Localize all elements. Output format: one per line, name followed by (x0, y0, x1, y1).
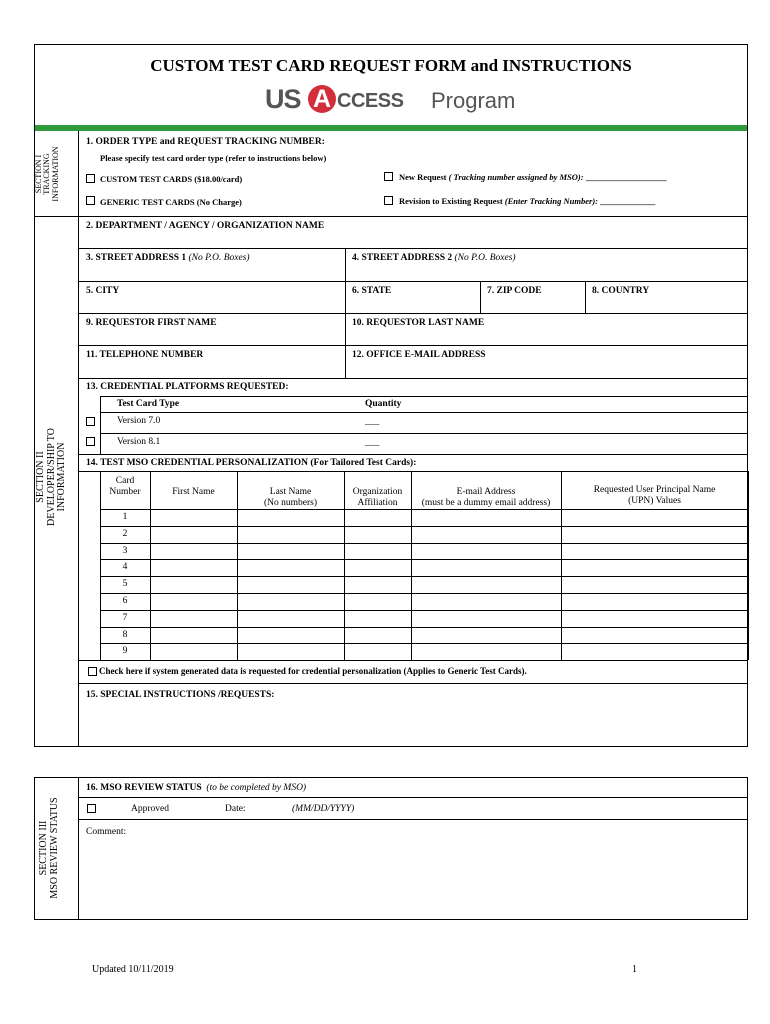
table-row[interactable] (151, 577, 747, 593)
row-line (78, 378, 748, 379)
quantity-header: Quantity (365, 399, 402, 409)
version-81-quantity[interactable]: ___ (365, 438, 380, 448)
logo-us-text: US (265, 84, 301, 114)
department-input[interactable] (80, 231, 746, 247)
field-first-name-label: 9. REQUESTOR FIRST NAME (86, 318, 217, 328)
state-input[interactable] (347, 296, 478, 312)
row-line (78, 345, 748, 346)
custom-cards-label: CUSTOM TEST CARDS ($18.00/card) (100, 174, 243, 184)
field-state-label: 6. STATE (352, 286, 392, 296)
date-label: Date: (225, 804, 246, 814)
usaccess-logo (265, 84, 535, 114)
comment-label: Comment: (86, 827, 127, 837)
row-line (78, 819, 748, 820)
system-generated-label: Check here if system generated data is requested for credential personalization (Applies to Generic Test Cards). (99, 666, 527, 676)
col-upn-header: Requested User Principal Name (UPN) Values (593, 485, 716, 507)
approved-label: Approved (131, 804, 169, 814)
test-card-type-header: Test Card Type (117, 399, 180, 409)
special-instructions-input[interactable] (80, 704, 746, 744)
custom-cards-checkbox[interactable] (86, 174, 95, 183)
section-i-label: SECTION I TRACKING INFORMATION (34, 146, 60, 202)
row-number: 4 (122, 562, 128, 573)
table-col-line (748, 471, 749, 660)
col-line (345, 248, 346, 378)
system-generated-checkbox[interactable] (88, 667, 97, 676)
personalization-heading: 14. TEST MSO CREDENTIAL PERSONALIZATION (For Tailored Test Cards): (86, 458, 417, 468)
table-row[interactable] (151, 611, 747, 627)
field-telephone-label: 11. TELEPHONE NUMBER (86, 350, 204, 360)
special-instructions-heading: 15. SPECIAL INSTRUCTIONS /REQUESTS: (86, 690, 275, 700)
generic-cards-label: GENERIC TEST CARDS (No Charge) (100, 197, 242, 207)
new-request-checkbox[interactable] (384, 172, 393, 181)
row-line (100, 412, 748, 413)
row-line (78, 683, 748, 684)
table-bottom-line (78, 660, 748, 661)
order-type-heading: 1. ORDER TYPE and REQUEST TRACKING NUMBER: (86, 137, 325, 147)
mso-review-heading: 16. MSO REVIEW STATUS (to be completed by MSO) (86, 783, 307, 793)
table-row[interactable] (151, 594, 747, 610)
section-iii-label: SECTION III MSO REVIEW STATUS (38, 797, 60, 899)
first-name-input[interactable] (80, 328, 343, 344)
row-line (78, 281, 748, 282)
tracking-number-blank[interactable]: ___________________ (585, 172, 667, 182)
version-81-label: Version 8.1 (117, 437, 161, 447)
row-line (78, 797, 748, 798)
col-line (480, 281, 481, 313)
col-line (100, 396, 101, 454)
col-last-name-header: Last Name (No numbers) (263, 487, 318, 509)
col-email-header: E-mail Address (must be a dummy email address) (421, 487, 551, 509)
version-70-quantity[interactable]: ___ (365, 417, 380, 427)
col-first-name-header: First Name (172, 487, 215, 497)
table-row[interactable] (151, 644, 747, 660)
page-number: 1 (632, 964, 637, 975)
revision-checkbox[interactable] (384, 196, 393, 205)
zip-input[interactable] (482, 296, 583, 312)
field-street2-label: 4. STREET ADDRESS 2 (No P.O. Boxes) (352, 253, 516, 263)
row-number: 5 (122, 579, 128, 590)
logo-program-text: Program (431, 88, 516, 113)
col-line (585, 281, 586, 313)
table-row[interactable] (151, 544, 747, 560)
page-title: CUSTOM TEST CARD REQUEST FORM and INSTRUCTIONS (150, 56, 632, 75)
street1-input[interactable] (80, 264, 343, 280)
logo-a-letter: A (313, 85, 332, 113)
row-number: 7 (122, 612, 128, 623)
field-email-label: 12. OFFICE E-MAIL ADDRESS (352, 350, 486, 360)
country-input[interactable] (587, 296, 746, 312)
logo-ccess-text: CCESS (337, 90, 404, 112)
table-row[interactable] (151, 560, 747, 576)
review-column-divider (78, 777, 79, 920)
street2-input[interactable] (347, 264, 746, 280)
field-last-name-label: 10. REQUESTOR LAST NAME (352, 318, 485, 328)
revision-label: Revision to Existing Request (Enter Tracking Number): _____________ (399, 196, 656, 206)
city-input[interactable] (80, 296, 343, 312)
row-number: 6 (122, 596, 128, 606)
comment-input[interactable] (80, 840, 746, 918)
field-zip-label: 7. ZIP CODE (487, 286, 542, 296)
table-row[interactable] (151, 628, 747, 644)
field-street1-label: 3. STREET ADDRESS 1 (No P.O. Boxes) (86, 253, 250, 263)
col-card-number-header: Card Number (109, 476, 141, 498)
section-ii-label: SECTION II DEVELOPER/SHIP TO INFORMATION (35, 428, 67, 526)
row-line (100, 396, 748, 397)
col-organization-header: Organization Affiliation (352, 487, 403, 509)
existing-tracking-blank[interactable]: _____________ (600, 196, 656, 206)
last-name-input[interactable] (347, 328, 746, 344)
row-number: 9 (122, 646, 128, 657)
generic-cards-checkbox[interactable] (86, 196, 95, 205)
email-input[interactable] (347, 361, 746, 377)
row-line (78, 313, 748, 314)
row-number: 3 (122, 545, 128, 556)
row-line (78, 216, 748, 217)
platforms-heading: 13. CREDENTIAL PLATFORMS REQUESTED: (86, 382, 289, 392)
date-input[interactable]: (MM/DD/YYYY) (292, 804, 355, 814)
version-70-checkbox[interactable] (86, 417, 95, 426)
new-request-label: New Request ( Tracking number assigned by MSO): ___________________ (399, 172, 667, 182)
version-81-checkbox[interactable] (86, 437, 95, 446)
order-type-subheading: Please specify test card order type (refer to instructions below) (100, 153, 327, 163)
table-row[interactable] (151, 527, 747, 543)
accent-bar (35, 125, 747, 131)
row-line (78, 454, 748, 455)
row-line (100, 433, 748, 434)
row-line (78, 471, 748, 472)
row-number: 8 (122, 629, 128, 640)
approved-checkbox[interactable] (87, 804, 96, 813)
row-line (78, 248, 748, 249)
table-row[interactable] (151, 510, 747, 526)
field-country-label: 8. COUNTRY (592, 286, 650, 296)
field-department-label: 2. DEPARTMENT / AGENCY / ORGANIZATION NAME (86, 221, 325, 231)
version-70-label: Version 7.0 (117, 416, 161, 426)
row-number: 2 (122, 528, 128, 539)
field-city-label: 5. CITY (86, 286, 120, 296)
telephone-input[interactable] (80, 361, 343, 377)
row-number: 1 (122, 512, 128, 522)
updated-date: Updated 10/11/2019 (92, 964, 174, 975)
